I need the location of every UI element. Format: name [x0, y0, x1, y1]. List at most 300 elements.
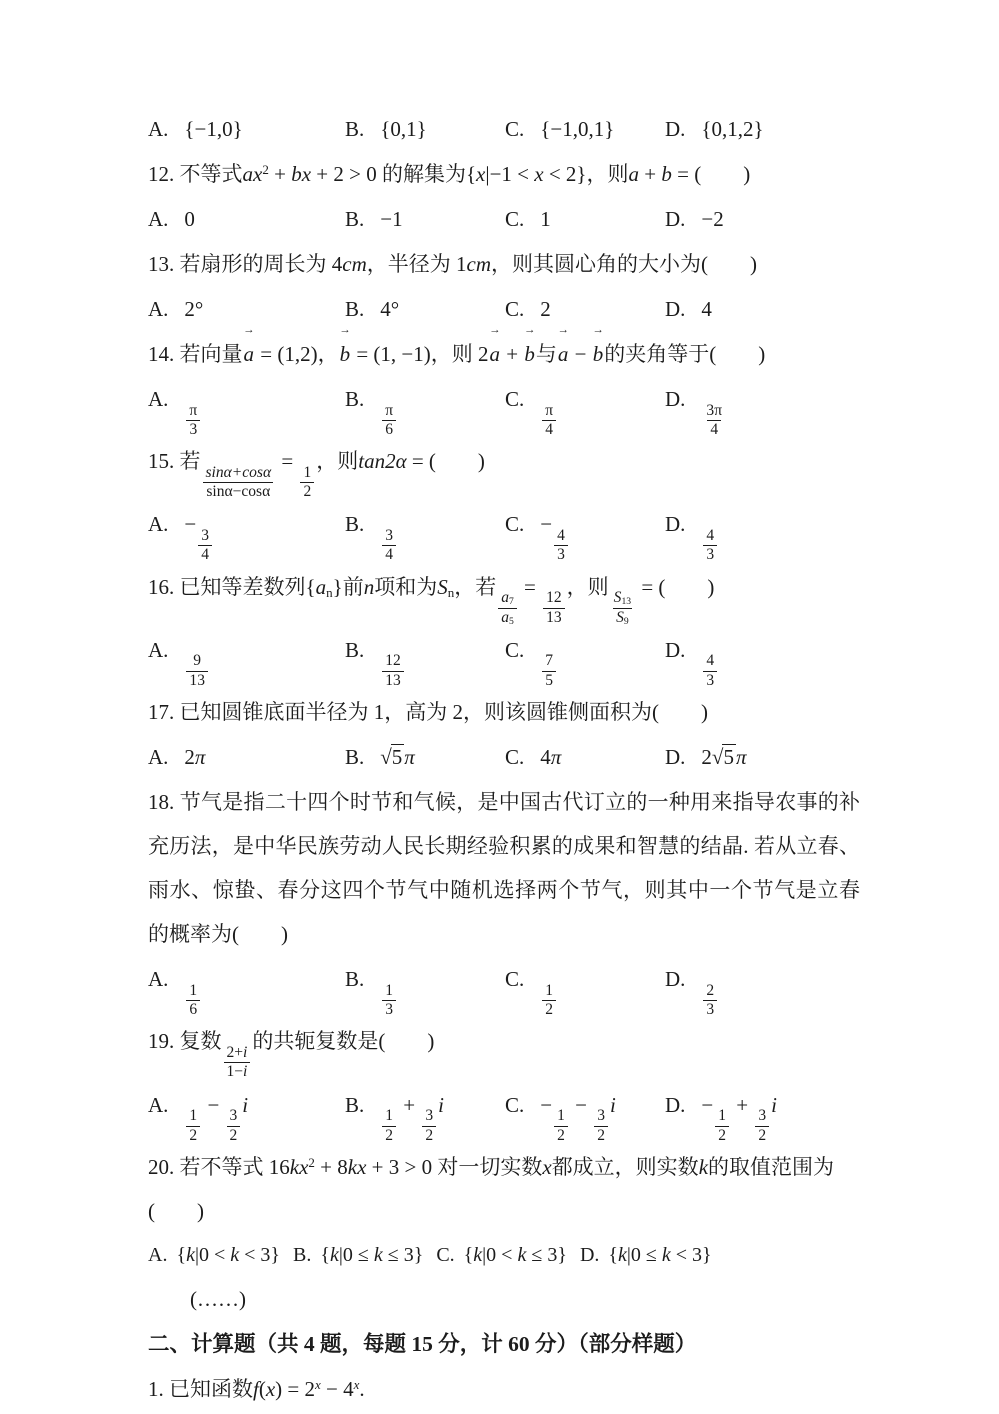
option-value [540, 387, 558, 438]
radical-icon: √ [711, 745, 724, 770]
option-value: − $\frac{1}{2}$ − $\frac{3}{2}$ i [540, 1092, 616, 1144]
math-fraction [198, 527, 212, 565]
fraction-numerator: 3 [597, 1107, 605, 1125]
fraction-denominator: 2 [186, 1126, 200, 1145]
vector-arrow-icon: → [242, 323, 255, 336]
question-13: 13. 若扇形的周长为 4cm，半径为 1cm，则其圆心角的大小为( ) [148, 252, 757, 276]
math-italic: kx [289, 1154, 309, 1179]
math-vector: → a [242, 323, 255, 366]
math-italic: b [661, 162, 672, 186]
fraction-numerator: 1 [718, 1107, 727, 1125]
vector-arrow-icon: → [523, 323, 536, 336]
math-italic: bx [291, 162, 312, 186]
option-c [505, 106, 665, 152]
question-20-paren: ( ) [148, 1198, 204, 1223]
option-label: C. [505, 967, 525, 992]
fraction-numerator: 12 [385, 652, 401, 670]
option-value: 0 [184, 207, 195, 231]
option-d [665, 106, 860, 152]
math-italic: a [501, 589, 509, 607]
math-italic: kx [347, 1154, 367, 1179]
math-italic: sinα+cosα [205, 463, 272, 481]
option-a [148, 627, 345, 690]
option-c [436, 1233, 567, 1277]
option-a [148, 376, 345, 439]
fraction-numerator: 4 [706, 652, 715, 670]
fraction-numerator: 3 [758, 1107, 767, 1125]
option-label: B. [345, 207, 365, 231]
option-d [665, 1082, 860, 1145]
question-19-options [148, 1082, 860, 1145]
option-c [505, 501, 665, 564]
option-value: 2° [184, 297, 204, 321]
math-fraction [186, 982, 200, 1020]
option-label: C. [505, 1092, 525, 1117]
math-fraction [227, 1107, 241, 1145]
fraction-denominator [498, 608, 517, 627]
option-value [380, 745, 415, 769]
subscript: n [447, 584, 455, 600]
option-d [665, 286, 860, 332]
fraction-denominator: 3 [554, 545, 568, 564]
math-vector: → b [339, 323, 351, 366]
option-value [701, 638, 719, 689]
math-italic: x [534, 162, 544, 186]
option-b [345, 627, 505, 690]
option-value: {k|0 ≤ k < 3} [608, 1243, 712, 1266]
question-16: 16. 已知等差数列$\{a_n\}$前n项和为$S_n$，若 $\frac{a_7}{a_5}$ = $\frac{12}{13}$ ，则 $\frac{S_{13}}{S_9}$ = ( ) [148, 574, 715, 627]
option-label: A. [148, 512, 169, 537]
question-12-options [148, 196, 860, 242]
math-vector: → b [592, 323, 604, 366]
option-b [293, 1233, 423, 1277]
superscript [315, 1377, 321, 1392]
option-a [148, 1233, 280, 1277]
option-label: A. [148, 745, 169, 770]
option-value: 2√5π [701, 745, 747, 770]
fraction-denominator: 13 [543, 608, 565, 627]
option-label: B. [345, 387, 365, 411]
option-value: {k|0 < k ≤ 3} [463, 1243, 567, 1266]
fraction-numerator: 3 [229, 1107, 238, 1125]
option-label: D. [665, 207, 686, 231]
fraction-denominator [613, 608, 632, 627]
math-vector: → a [489, 323, 501, 366]
option-value [380, 512, 398, 564]
option-value: 4 [701, 297, 712, 321]
option-value: −1 [380, 207, 403, 231]
question-14: 14. 若向量 → a = (1,2)， → b = (1, −1)，则 2 → a + → b与 → a − → b的夹角等于( ) [148, 332, 860, 376]
math-fraction [542, 652, 556, 690]
subscript: 9 [623, 615, 629, 627]
option-c [505, 196, 665, 242]
option-c [505, 734, 665, 780]
option-b [345, 196, 505, 242]
option-value: − $\frac{3}{4}$ [184, 512, 214, 536]
option-d [665, 501, 860, 564]
fraction-denominator: 2 [382, 1126, 396, 1145]
option-label: C. [505, 745, 525, 770]
option-label: C. [505, 387, 525, 411]
option-label: D. [665, 297, 686, 321]
math-italic: x [476, 162, 486, 186]
question-19: 19. 复数 $\frac{2+i}{1-i}$ 的共轭复数是( ) [148, 1029, 435, 1081]
option-label: A. [148, 637, 169, 662]
option-value: {0,1,2} [701, 117, 764, 141]
math-fraction [498, 589, 517, 627]
fraction-numerator: π [385, 401, 394, 419]
option-label: D. [665, 745, 686, 770]
option-value [380, 387, 398, 438]
option-label: D. [665, 637, 686, 662]
option-value [184, 967, 202, 1019]
math-italic: a [501, 608, 509, 626]
question-15: 15. 若 $\frac{\sin\alpha+\cos\alpha}{\sin\alpha-\cos\alpha}$ = $\frac{1}{2}$ ，则tan2α = ( ) [148, 449, 485, 501]
fraction-numerator: π [189, 401, 198, 419]
fraction-denominator: 13 [382, 671, 404, 690]
math-vector: → b [523, 323, 536, 366]
option-b [345, 501, 505, 564]
option-d [665, 627, 860, 690]
math-fraction [382, 652, 404, 690]
option-label: D. [665, 1092, 686, 1117]
option-value: {−1,0,1} [540, 117, 615, 141]
math-italic: S [437, 574, 448, 599]
math-fraction [703, 402, 725, 440]
option-label: B. [345, 1092, 365, 1117]
calc-question-1: 1. 已知函数$f(x) = 2^x - 4^x$. [148, 1376, 365, 1401]
question-12: 12. 不等式$ax^2$ + bx + 2 > 0 的解集为{x|−1 < x < 2}，则a + b = ( ) [148, 161, 751, 186]
option-label: A. [148, 967, 169, 992]
math-italic: x [265, 1376, 276, 1401]
option-b [345, 734, 505, 780]
option-a [148, 734, 345, 780]
option-a [148, 501, 345, 564]
question-11-options [148, 106, 860, 152]
fraction-numerator: 3 [425, 1107, 434, 1125]
math-sqrt [380, 745, 404, 769]
fraction-numerator: π [545, 401, 554, 419]
math-italic: cm [466, 252, 491, 276]
math-fraction [755, 1107, 769, 1145]
superscript: 2 [308, 1154, 315, 1170]
option-value: $\frac{1}{2}$ + $\frac{3}{2}$ i [380, 1093, 444, 1117]
fraction-denominator: 3 [703, 671, 717, 690]
fraction-denominator: 3 [382, 1000, 396, 1019]
option-value: $\frac{1}{2}$ − $\frac{3}{2}$ i [184, 1093, 248, 1117]
section-2-header: 二、计算题（共 4 题，每题 15 分，计 60 分）（部分样题） [148, 1331, 697, 1356]
subscript: 5 [508, 615, 514, 627]
math-italic: k [517, 1243, 527, 1266]
option-label: B. [345, 117, 365, 141]
math-italic: k [698, 1154, 709, 1179]
radicand: 5 [723, 745, 734, 770]
option-b [345, 376, 505, 439]
radicand: 5 [391, 745, 403, 770]
option-label: D. [665, 967, 686, 992]
fraction-numerator: 12 [546, 589, 562, 607]
option-value [540, 967, 558, 1019]
vector-arrow-icon: → [557, 323, 569, 336]
option-value [380, 967, 398, 1019]
option-d [580, 1233, 712, 1277]
option-value [184, 387, 202, 438]
option-label: A. [148, 207, 169, 231]
fraction-numerator: 3 [385, 527, 394, 545]
math-fraction [186, 1107, 200, 1145]
vector-arrow-icon: → [489, 323, 501, 336]
math-italic: k [186, 1243, 195, 1266]
math-italic: k [373, 1243, 383, 1266]
fraction-denominator: 3 [703, 545, 717, 564]
fraction-numerator: 1 [303, 463, 312, 481]
fraction-numerator: 4 [557, 527, 565, 545]
option-label: B. [293, 1243, 312, 1266]
fraction-numerator: 1 [385, 981, 394, 999]
option-label: C. [505, 297, 525, 321]
math-italic: k [473, 1243, 483, 1266]
option-label: B. [345, 297, 365, 321]
math-italic: x [353, 1376, 360, 1392]
fraction-denominator: 4 [707, 420, 721, 439]
option-c [505, 627, 665, 690]
option-label: A. [148, 1243, 168, 1266]
option-b [345, 1082, 505, 1145]
option-b [345, 286, 505, 332]
math-italic: k [661, 1243, 671, 1266]
fraction-denominator: 3 [186, 420, 200, 439]
math-italic: i [242, 1092, 249, 1117]
question-20-options [148, 1233, 860, 1277]
math-italic: cm [342, 252, 367, 276]
fraction-denominator: 4 [382, 545, 396, 564]
fraction-denominator: 2 [594, 1126, 608, 1145]
option-label: C. [505, 207, 525, 231]
option-value: 4° [380, 297, 400, 321]
subscript: n [326, 584, 333, 600]
option-value [701, 967, 719, 1019]
math-italic: x [315, 1376, 321, 1392]
option-label: A. [148, 387, 169, 411]
option-label: D. [665, 512, 686, 537]
math-fraction [382, 1107, 396, 1145]
math-italic: i [243, 1063, 248, 1081]
option-value: {k|0 < k < 3} [176, 1243, 281, 1266]
math-italic: π [404, 745, 415, 770]
option-value: − $\frac{1}{2}$ + $\frac{3}{2}$ i [701, 1092, 777, 1144]
fraction-numerator: 2+i [226, 1043, 248, 1061]
math-italic: π [735, 745, 747, 770]
option-d [665, 734, 860, 780]
math-italic: k [618, 1243, 627, 1266]
vector-arrow-icon: → [339, 323, 351, 336]
math-fraction [382, 982, 396, 1020]
math-italic: i [243, 1043, 248, 1061]
math-fraction [543, 589, 565, 627]
fraction-denominator: 13 [186, 671, 208, 690]
fraction-denominator: 2 [542, 1000, 556, 1019]
question-14-options [148, 376, 860, 439]
fraction-numerator: 3π [706, 401, 723, 419]
option-label: D. [665, 387, 686, 411]
subscript: 13 [621, 596, 632, 608]
math-italic: a [628, 162, 640, 186]
option-value: 4π [540, 745, 562, 770]
fraction-denominator: 4 [542, 420, 556, 439]
math-italic: π [194, 745, 206, 770]
option-value [701, 512, 719, 564]
question-18: 18. 节气是指二十四个时节和气候，是中国古代订立的一种用来指导农事的补充历法，是中华民族劳动人民长期经验积累的成果和智慧的结晶. 若从立春、雨水、惊蛰、春分这四个节气中随机选择两个节气，则其中一个节气是立春的概率为( ) [148, 790, 860, 947]
option-c [505, 376, 665, 439]
question-17: 17. 已知圆锥底面半径为 1，高为 2，则该圆锥侧面积为( ) [148, 700, 708, 725]
option-c [505, 1082, 665, 1145]
fraction-numerator: 1 [557, 1107, 565, 1125]
math-italic: k [230, 1243, 240, 1266]
math-italic: S [616, 608, 624, 626]
fraction-numerator: 1 [189, 1107, 198, 1125]
question-16-options [148, 627, 860, 690]
option-label: C. [505, 637, 525, 662]
math-fraction [422, 1107, 436, 1145]
radical-icon: √ [380, 745, 392, 770]
math-fraction [715, 1107, 729, 1145]
fraction-numerator: 1 [385, 1107, 394, 1125]
option-label: C. [505, 512, 525, 537]
option-label: B. [345, 637, 365, 662]
math-italic: S [613, 589, 622, 607]
option-label: B. [345, 967, 365, 992]
fraction-denominator: 1−i [224, 1062, 251, 1081]
vector-arrow-icon: → [592, 323, 604, 336]
math-fraction [594, 1107, 608, 1145]
exam-content [148, 106, 860, 1411]
fraction-numerator: 9 [193, 652, 202, 670]
fraction-denominator: sinα−cosα [203, 482, 273, 501]
math-fraction [382, 402, 396, 440]
math-italic: tan2α [358, 449, 407, 474]
fraction-denominator: 5 [542, 671, 556, 690]
option-value: 2π [184, 745, 206, 770]
fraction-denominator: 4 [198, 545, 212, 564]
option-a [148, 196, 345, 242]
math-italic: a [315, 574, 327, 599]
option-label: B. [345, 512, 365, 537]
math-italic: k [329, 1243, 339, 1266]
option-label: A. [148, 117, 169, 141]
option-value [701, 387, 727, 438]
fraction-numerator: 4 [706, 527, 715, 545]
superscript [354, 1377, 360, 1392]
fraction-denominator: 2 [300, 482, 314, 501]
question-20-ellipsis: (……) [190, 1286, 246, 1311]
math-fraction [554, 527, 568, 565]
math-italic: f [253, 1376, 259, 1401]
math-fraction [703, 527, 717, 565]
fraction-denominator: 3 [703, 1000, 717, 1019]
question-13-options [148, 286, 860, 332]
fraction-numerator: 1 [545, 981, 554, 999]
fraction-denominator: 2 [554, 1126, 568, 1145]
fraction-denominator: 6 [382, 420, 396, 439]
option-value: {−1,0} [184, 117, 243, 141]
option-value: {k|0 ≤ k ≤ 3} [320, 1243, 424, 1266]
option-label: A. [148, 1092, 169, 1117]
superscript: 2 [262, 161, 269, 177]
option-value: − $\frac{4}{3}$ [540, 512, 570, 536]
option-label: D. [665, 117, 686, 141]
question-17-options [148, 734, 860, 780]
math-italic: i [771, 1092, 777, 1117]
math-italic: i [609, 1092, 616, 1117]
math-fraction [300, 464, 314, 502]
fraction-numerator [611, 589, 634, 607]
fraction-denominator: 2 [755, 1126, 769, 1145]
math-italic: i [438, 1092, 444, 1117]
option-value: −2 [701, 207, 724, 231]
option-label: B. [345, 745, 365, 770]
option-label: D. [579, 1243, 600, 1266]
math-fraction [554, 1107, 568, 1145]
math-fraction [203, 464, 275, 502]
subscript: 7 [508, 596, 514, 608]
fraction-denominator: 6 [186, 1000, 200, 1019]
fraction-numerator: 3 [201, 527, 210, 545]
fraction-denominator: 2 [227, 1126, 241, 1145]
option-value: 2 [540, 297, 551, 321]
math-italic: π [550, 745, 562, 770]
fraction-numerator: 2 [706, 981, 715, 999]
option-a [148, 106, 345, 152]
math-italic: ax [242, 162, 263, 186]
math-fraction [542, 402, 556, 440]
option-value: {0,1} [380, 117, 427, 141]
option-b [345, 106, 505, 152]
fraction-numerator [498, 589, 517, 607]
math-vector: → a [557, 323, 569, 366]
option-c [505, 956, 665, 1019]
math-fraction [611, 589, 634, 627]
option-d [665, 376, 860, 439]
fraction-denominator: 2 [715, 1126, 729, 1145]
option-value [540, 638, 558, 689]
option-b [345, 956, 505, 1019]
math-fraction [186, 402, 200, 440]
fraction-numerator: 7 [545, 652, 554, 670]
option-value: 1 [540, 207, 551, 231]
option-label: C. [505, 117, 525, 141]
option-label: A. [148, 297, 169, 321]
math-sqrt [712, 745, 736, 769]
math-fraction [703, 652, 717, 690]
fraction-numerator: 1 [189, 981, 198, 999]
option-value [184, 638, 210, 689]
question-15-options [148, 501, 860, 564]
option-label: C. [436, 1243, 455, 1266]
option-a [148, 956, 345, 1019]
math-fraction [186, 652, 208, 690]
fraction-denominator: 2 [422, 1126, 436, 1145]
math-italic: n [363, 574, 375, 599]
math-fraction [703, 982, 717, 1020]
fraction-numerator [203, 464, 275, 482]
option-d [665, 196, 860, 242]
math-fraction [542, 982, 556, 1020]
option-a [148, 1082, 345, 1145]
option-value [380, 638, 406, 689]
option-d [665, 956, 860, 1019]
math-italic: x [542, 1154, 552, 1179]
question-20: 20. 若不等式 $16kx^2 + 8kx + 3 > 0$ 对一切实数x都成立，则实数k的取值范围为 [148, 1154, 835, 1179]
